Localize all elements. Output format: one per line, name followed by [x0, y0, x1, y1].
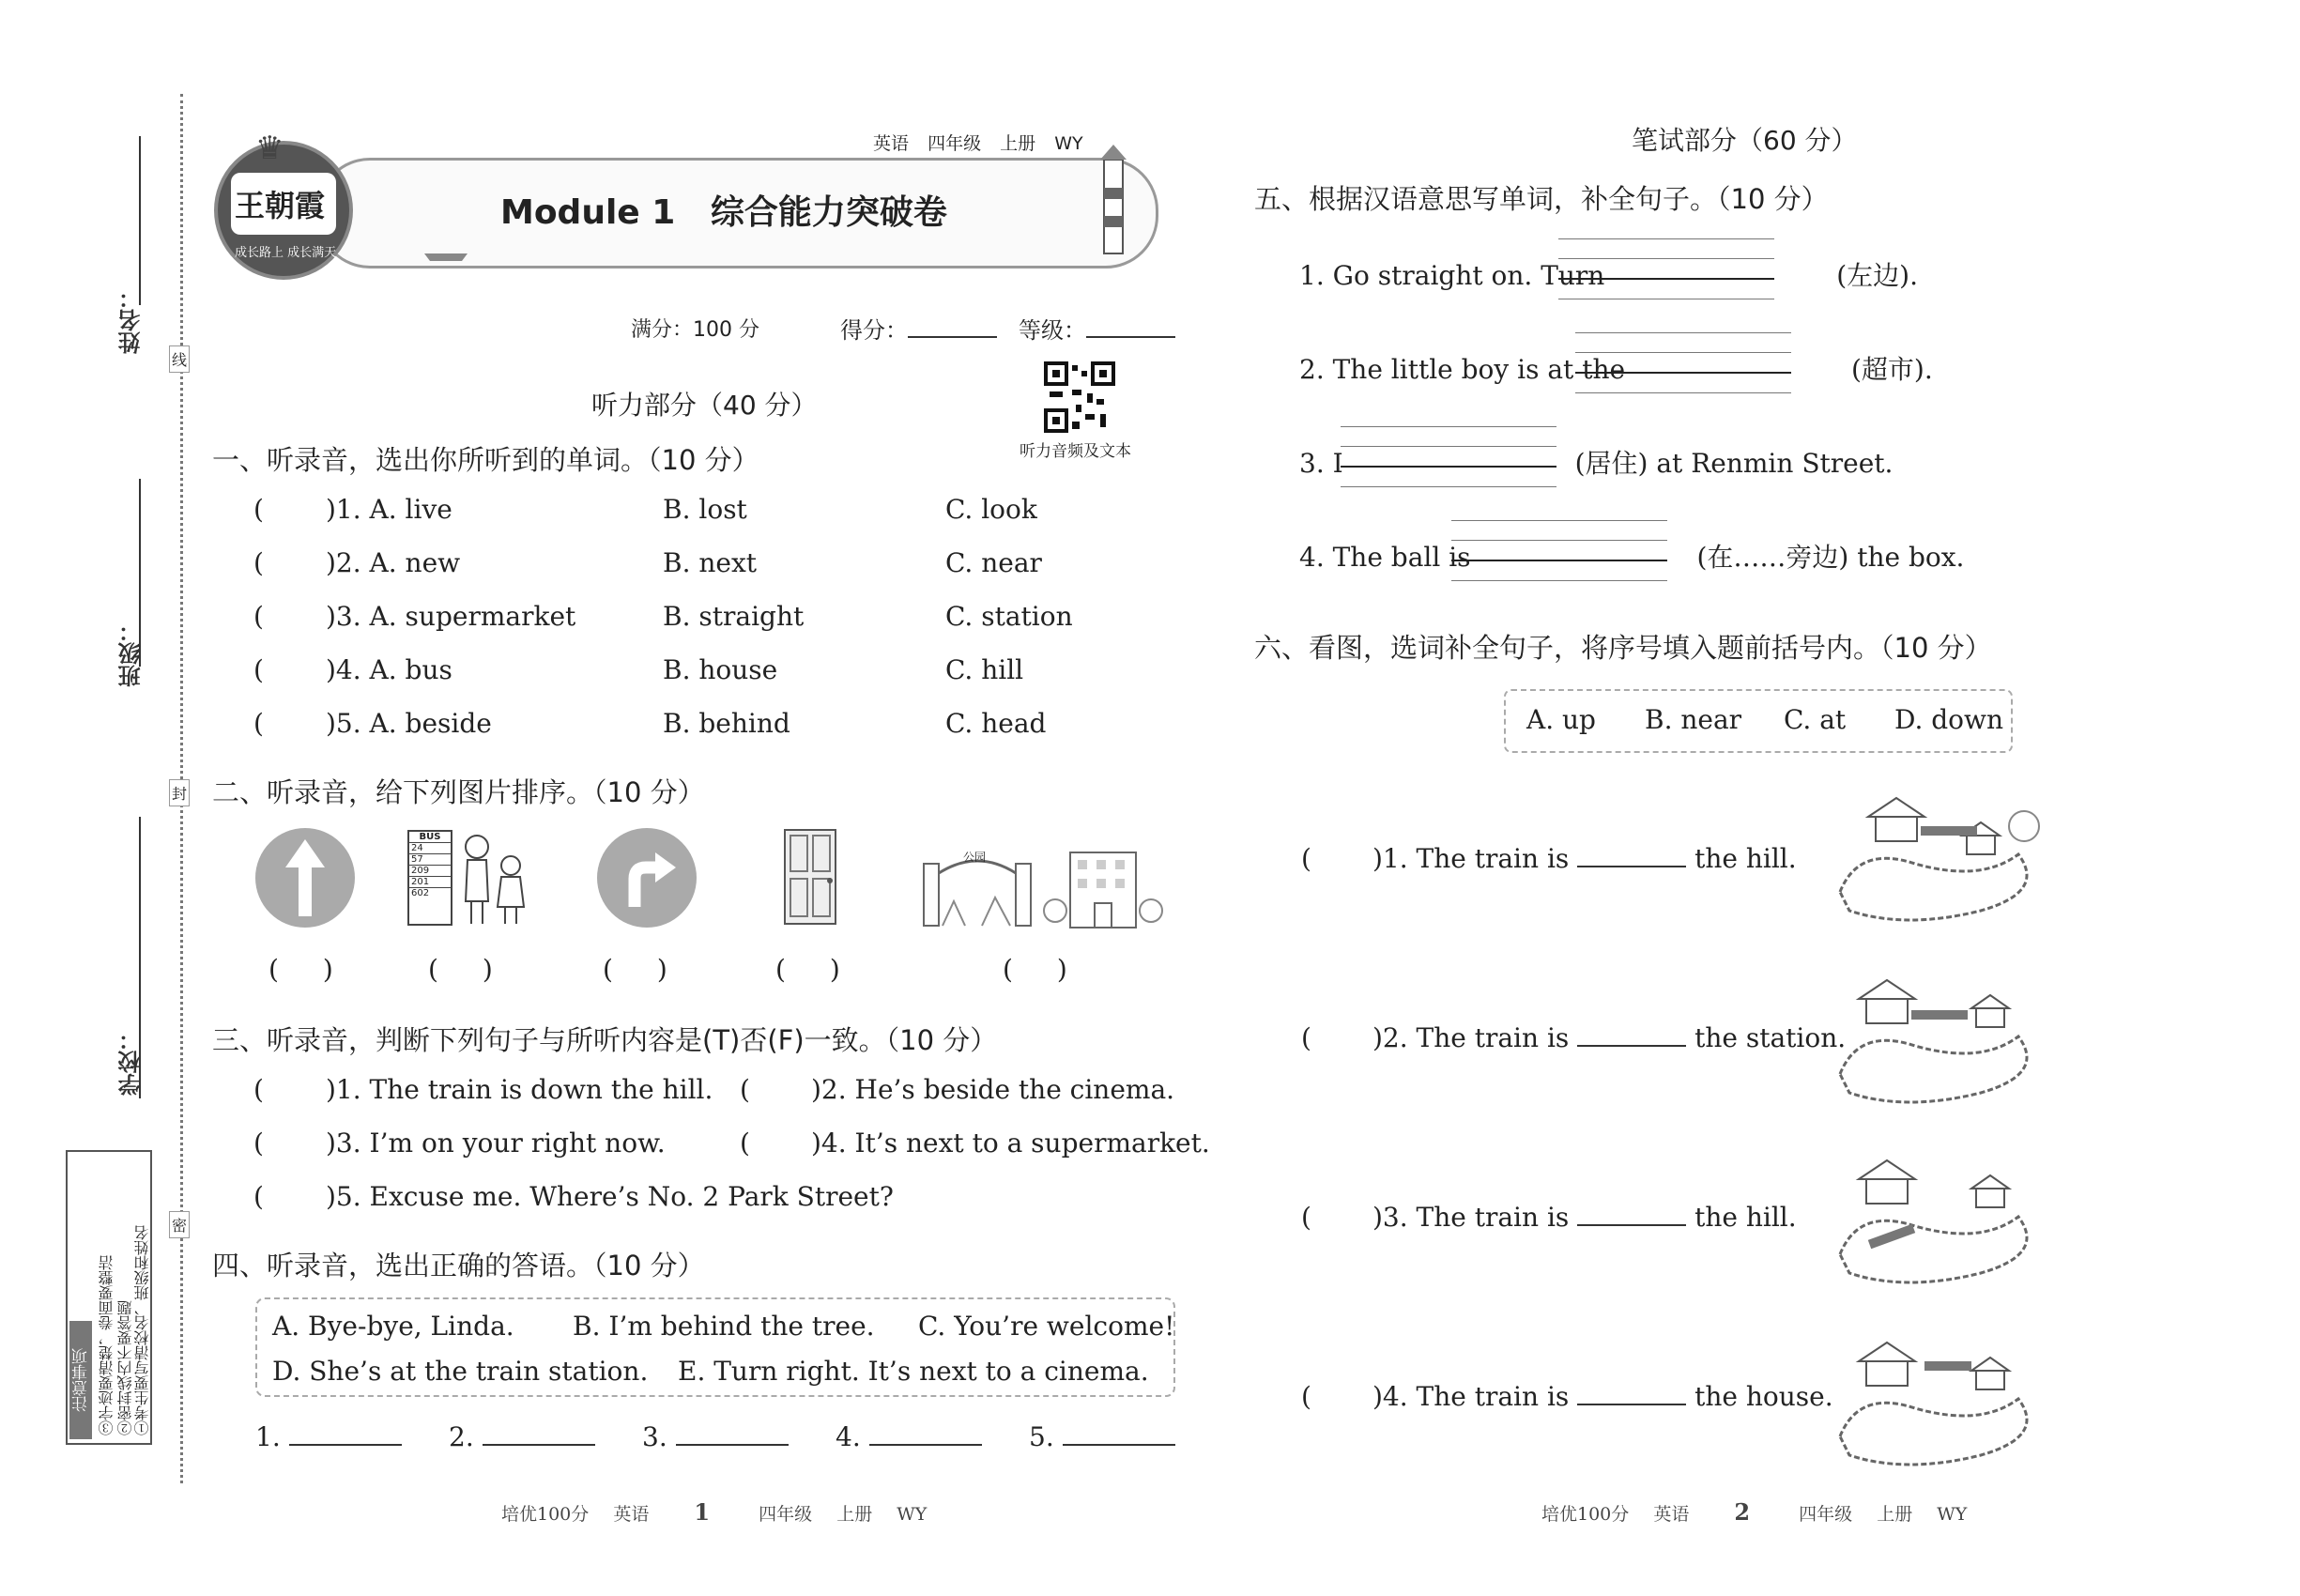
option-b: B. next — [663, 547, 758, 578]
ship-icon — [421, 242, 477, 265]
answer-slot — [255, 1421, 402, 1452]
bus-number: 209 — [409, 865, 451, 876]
section-5-title: 五、根据汉语意思写单词，补全句子。（10 分） — [1254, 183, 1829, 215]
school-label: 学校： — [118, 1028, 145, 1096]
footer-book: 培优100分 — [1541, 1504, 1630, 1525]
answer-blank[interactable] — [676, 1444, 789, 1446]
meta-term: 上册 — [1000, 133, 1036, 154]
statement: )3. I’m on your right now. — [326, 1128, 666, 1159]
sentence-blank[interactable] — [1577, 866, 1686, 867]
footer-grade: 四年级 — [1799, 1504, 1853, 1525]
answer-number: 1. — [255, 1421, 281, 1452]
footer-edition: WY — [897, 1504, 928, 1525]
writing-guide-line — [1451, 580, 1667, 581]
footer-subject: 英语 — [613, 1504, 650, 1525]
door-icon — [775, 826, 851, 929]
picture-sentence — [1372, 843, 1797, 874]
score-label — [840, 312, 997, 345]
paren[interactable]: ( — [1301, 1381, 1311, 1412]
grade-blank[interactable] — [1086, 336, 1175, 338]
page-title: Module 1 综合能力突破卷 — [500, 193, 947, 232]
fill-sentence — [1299, 349, 1933, 387]
paren[interactable]: ( — [253, 601, 264, 632]
fill-sentence — [1299, 255, 1918, 293]
paren[interactable]: ( — [253, 1128, 264, 1159]
option-c: C. station — [945, 601, 1073, 632]
bus-sign — [407, 830, 452, 926]
option-c: C. look — [945, 494, 1037, 525]
order-paren[interactable]: ( ) — [268, 954, 333, 985]
order-paren[interactable]: ( ) — [428, 954, 493, 985]
train-station-picture — [1831, 971, 2047, 1112]
statement: )2. He’s beside the cinema. — [811, 1074, 1175, 1105]
footer-term: 上册 — [1877, 1504, 1913, 1525]
answer-number: 4. — [836, 1421, 861, 1452]
train-hill-picture — [1831, 789, 2047, 929]
sentence-before: 3. I — [1299, 448, 1343, 479]
picture-sentence — [1372, 1022, 1846, 1053]
paren[interactable]: ( — [1301, 1022, 1311, 1053]
word-option: A. up — [1526, 704, 1596, 735]
footer-term: 上册 — [836, 1504, 873, 1525]
answer-number: 2. — [449, 1421, 474, 1452]
straight-arrow-icon — [253, 826, 357, 929]
turn-right-icon — [595, 826, 698, 929]
footer-page-number: 2 — [1734, 1498, 1751, 1526]
question: )4. A. bus — [326, 654, 452, 685]
paren[interactable]: ( — [253, 1181, 264, 1212]
logo-slogan-2: 成长满天 — [287, 246, 337, 260]
word-option: C. at — [1784, 704, 1847, 735]
grade-label-text: 等级： — [1019, 317, 1086, 344]
question: )5. A. beside — [326, 708, 492, 739]
option-b: B. behind — [663, 708, 790, 739]
sentence-blank[interactable] — [1577, 1404, 1686, 1405]
footer-subject: 英语 — [1653, 1504, 1690, 1525]
paren[interactable]: ( — [253, 708, 264, 739]
footer-left — [501, 1498, 927, 1526]
crown-icon: ♛ — [255, 130, 284, 167]
footer-grade: 四年级 — [759, 1504, 813, 1525]
notes-item: ②密封线内不要答题 — [116, 1300, 134, 1435]
sentence-hint: (超市) — [1850, 354, 1924, 385]
sentence-end: the house. — [1694, 1381, 1833, 1412]
notes-item: ①考生要写清校名、班级和姓名 — [133, 1225, 151, 1435]
score-blank[interactable] — [908, 336, 997, 338]
answer-option: E. Turn right. It’s next to a cinema. — [678, 1356, 1149, 1387]
bus-number: 24 — [409, 842, 451, 853]
option-b: B. straight — [663, 601, 805, 632]
answer-slot — [1029, 1421, 1175, 1452]
paren[interactable]: ( — [1301, 843, 1311, 874]
notes-box — [66, 1150, 152, 1445]
bus-label: BUS — [419, 832, 441, 842]
answer-slot — [642, 1421, 789, 1452]
writing-guide-line — [1575, 392, 1791, 393]
answer-slot — [449, 1421, 595, 1452]
notes-item: ③字迹要清楚，卷面要整洁 — [98, 1255, 115, 1435]
question: )2. A. new — [326, 547, 461, 578]
answer-blank[interactable] — [289, 1444, 402, 1446]
sentence-hint: (左边) — [1836, 260, 1910, 291]
option-c: C. hill — [945, 654, 1024, 685]
header-banner — [205, 122, 1162, 282]
writing-guide-line — [1341, 486, 1556, 487]
listening-title: 听力部分（40 分） — [591, 390, 818, 421]
sentence-end: the hill. — [1694, 1202, 1797, 1233]
bus-number: 201 — [409, 876, 451, 887]
section-6-title: 六、看图，选词补全句子，将序号填入题前括号内。（10 分） — [1254, 632, 1992, 664]
fill-sentence — [1299, 443, 1893, 481]
option-b: B. house — [663, 654, 778, 685]
answer-blank[interactable] — [869, 1444, 982, 1446]
sentence-blank[interactable] — [1577, 1045, 1686, 1047]
park-and-building-picture — [916, 845, 1170, 929]
paren[interactable]: ( — [740, 1128, 750, 1159]
sentence-blank[interactable] — [1577, 1224, 1686, 1226]
logo-name: 王朝霞 — [235, 188, 326, 223]
park-label: 公园 — [963, 851, 987, 864]
binding-margin — [56, 94, 188, 1483]
footer-right — [1541, 1498, 1967, 1526]
cut-mark: 封 — [169, 779, 190, 806]
train-near-house-picture — [1831, 1333, 2047, 1474]
sentence-hint: (在……旁边) — [1696, 542, 1849, 573]
class-label: 班级： — [118, 620, 145, 687]
option-c: C. head — [945, 708, 1047, 739]
sentence-after: . — [1924, 354, 1933, 385]
sentence-start: )2. The train is — [1372, 1022, 1570, 1053]
paren[interactable]: ( — [253, 654, 264, 685]
fill-sentence — [1299, 537, 1964, 575]
option-c: C. near — [945, 547, 1042, 578]
question: )1. A. live — [326, 494, 452, 525]
paren[interactable]: ( — [1301, 1202, 1311, 1233]
picture-sentence — [1372, 1381, 1833, 1412]
meta-edition: WY — [1054, 133, 1083, 154]
sentence-end: the station. — [1694, 1022, 1847, 1053]
logo-slogan — [235, 242, 336, 260]
sentence-end: the hill. — [1694, 843, 1797, 874]
option-b: B. lost — [663, 494, 747, 525]
paren[interactable]: ( — [253, 494, 264, 525]
sentence-start: )3. The train is — [1372, 1202, 1570, 1233]
cut-mark: 线 — [169, 345, 190, 373]
sentence-start: )4. The train is — [1372, 1381, 1570, 1412]
statement: )4. It’s next to a supermarket. — [811, 1128, 1210, 1159]
section-2-title: 二、听录音，给下列图片排序。（10 分） — [212, 776, 705, 808]
sentence-hint: (居住) — [1574, 448, 1648, 479]
logo — [214, 130, 353, 280]
footer-page-number: 1 — [694, 1498, 711, 1526]
name-line — [139, 136, 141, 305]
statement: )5. Excuse me. Where’s No. 2 Park Street? — [326, 1181, 894, 1212]
sentence-after: at Renmin Street. — [1648, 448, 1894, 479]
word-option: B. near — [1645, 704, 1742, 735]
sentence-before: 4. The ball is — [1299, 542, 1471, 573]
name-label: 姓名： — [118, 286, 145, 354]
writing-title: 笔试部分（60 分） — [1632, 125, 1858, 156]
sentence-before: 1. Go straight on. Turn — [1299, 260, 1605, 291]
sentence-start: )1. The train is — [1372, 843, 1570, 874]
section-4-title: 四、听录音，选出正确的答语。（10 分） — [212, 1250, 705, 1281]
train-up-hill-picture — [1831, 1151, 2047, 1292]
paren[interactable]: ( — [740, 1074, 750, 1105]
section-3-title: 三、听录音，判断下列句子与所听内容是(T)否(F)一致。（10 分） — [212, 1024, 998, 1056]
answer-blank[interactable] — [1063, 1444, 1175, 1446]
header-meta — [873, 130, 1083, 155]
footer-book: 培优100分 — [501, 1504, 590, 1525]
full-score: 满分：100 分 — [631, 318, 759, 342]
logo-slogan-1: 成长路上 — [235, 246, 284, 260]
order-paren[interactable]: ( ) — [1003, 954, 1067, 985]
sentence-after: . — [1909, 260, 1918, 291]
sentence-after: the box. — [1848, 542, 1965, 573]
answer-option: A. Bye-bye, Linda. — [272, 1311, 514, 1342]
grade-label — [1019, 312, 1175, 345]
word-option: D. down — [1894, 704, 2004, 735]
order-paren[interactable]: ( ) — [603, 954, 667, 985]
children-icon — [456, 826, 531, 929]
section-1-title: 一、听录音，选出你所听到的单词。（10 分） — [212, 444, 759, 476]
picture-sentence — [1372, 1202, 1797, 1233]
building-icon — [1042, 845, 1164, 929]
cut-mark: 密 — [169, 1211, 190, 1238]
answer-option: D. She’s at the train station. — [272, 1356, 649, 1387]
statement: )1. The train is down the hill. — [326, 1074, 713, 1105]
meta-subject: 英语 — [873, 133, 910, 154]
sentence-before: 2. The little boy is at the — [1299, 354, 1626, 385]
notes-title: 注意事项 — [69, 1321, 92, 1439]
bus-number: 602 — [409, 887, 451, 898]
paren[interactable]: ( — [253, 1074, 264, 1105]
qr-caption: 听力音频及文本 — [1020, 442, 1131, 461]
bus-number: 57 — [409, 853, 451, 865]
answer-blank[interactable] — [483, 1444, 595, 1446]
answer-number: 3. — [642, 1421, 667, 1452]
score-label-text: 得分： — [840, 317, 908, 344]
qr-code[interactable] — [1044, 361, 1115, 433]
paren[interactable]: ( — [253, 547, 264, 578]
bus-stop-picture — [404, 826, 535, 929]
order-paren[interactable]: ( ) — [775, 954, 840, 985]
question: )3. A. supermarket — [326, 601, 576, 632]
answer-slot — [836, 1421, 982, 1452]
answer-option: B. I’m behind the tree. — [573, 1311, 875, 1342]
meta-grade: 四年级 — [928, 133, 982, 154]
answer-option: C. You’re welcome! — [918, 1311, 1175, 1342]
footer-edition: WY — [1937, 1504, 1968, 1525]
answer-number: 5. — [1029, 1421, 1054, 1452]
lighthouse-icon — [1085, 141, 1142, 263]
